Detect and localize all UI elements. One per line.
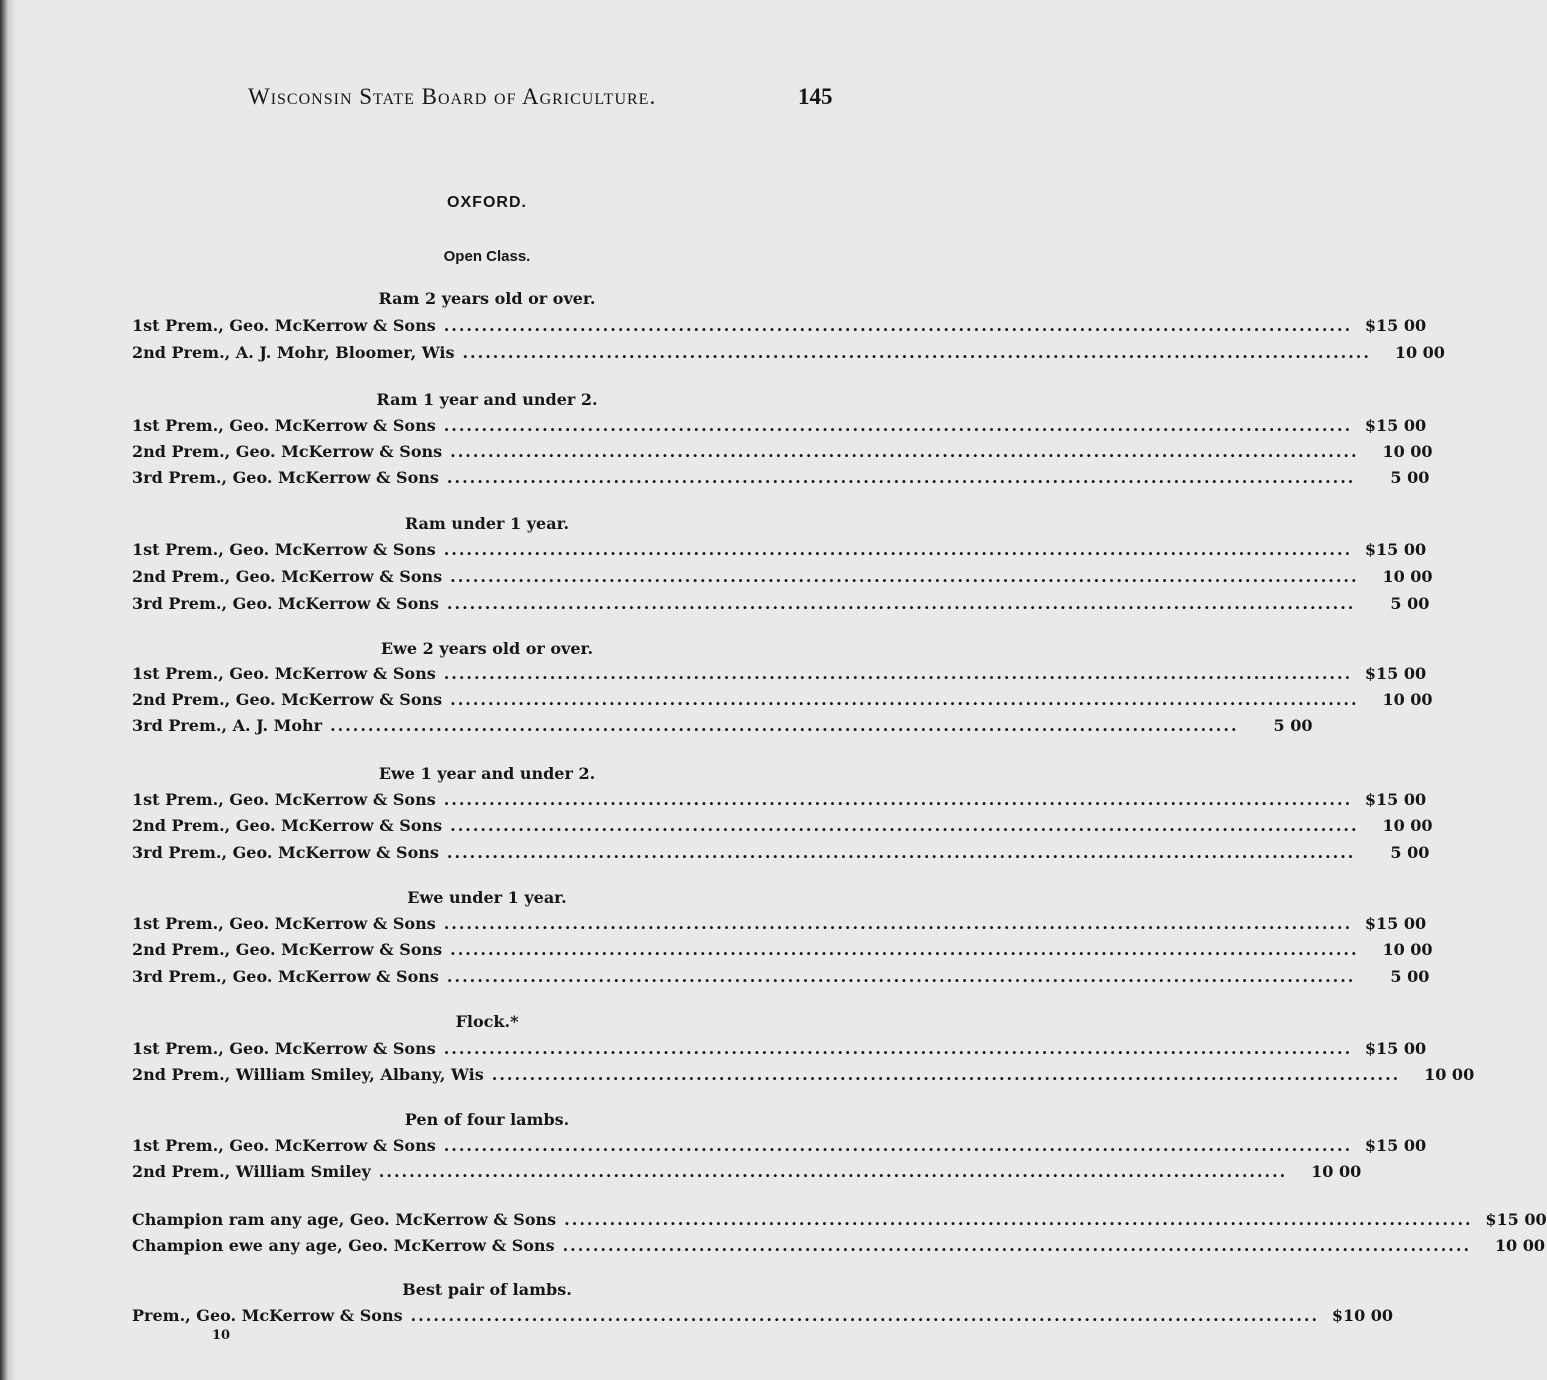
breed-title: OXFORD. xyxy=(447,194,527,211)
dot-leader: ........................................................................................................................ xyxy=(450,690,1359,709)
entry-label: 1st Prem., Geo. McKerrow & Sons xyxy=(132,316,436,335)
premium-entry xyxy=(132,1306,1394,1330)
premium-entry xyxy=(132,967,1430,991)
section-heading: Ewe under 1 year. xyxy=(407,888,567,907)
entry-label: 2nd Prem., A. J. Mohr, Bloomer, Wis xyxy=(132,343,455,362)
entry-label: Champion ram any age, Geo. McKerrow & Sons xyxy=(132,1210,557,1229)
entry-label: Champion ewe any age, Geo. McKerrow & Sons xyxy=(132,1236,555,1255)
premium-entry xyxy=(132,1162,1362,1186)
dot-leader: ........................................................................................................................ xyxy=(450,567,1359,586)
dot-leader: ........................................................................................................................ xyxy=(443,1039,1353,1058)
section-heading: Ram 2 years old or over. xyxy=(378,289,596,308)
entry-amount: 10 00 xyxy=(1494,1236,1546,1255)
premium-entry xyxy=(132,790,1427,814)
section-heading: Ewe 1 year and under 2. xyxy=(378,764,596,783)
premium-entry xyxy=(132,594,1430,618)
entry-amount: $15 00 xyxy=(1364,1039,1427,1058)
dot-leader: ........................................................................................................................ xyxy=(491,1065,1401,1084)
dot-leader: ........................................................................................................................ xyxy=(443,664,1353,683)
premium-entry xyxy=(132,468,1430,492)
premium-entry xyxy=(132,540,1427,564)
entry-amount: $15 00 xyxy=(1364,1136,1427,1155)
section-heading: Pen of four lambs. xyxy=(404,1110,570,1129)
entry-label: 2nd Prem., William Smiley, Albany, Wis xyxy=(132,1065,484,1084)
dot-leader: ........................................................................................................................ xyxy=(443,316,1353,335)
section-heading: Best pair of lambs. xyxy=(402,1280,572,1299)
premium-entry xyxy=(132,567,1433,591)
premium-entry xyxy=(132,343,1445,367)
entry-amount: $15 00 xyxy=(1364,664,1427,683)
dot-leader: ........................................................................................................................ xyxy=(443,790,1353,809)
dot-leader: ........................................................................................................................ xyxy=(564,1210,1473,1229)
premium-entry xyxy=(132,1065,1475,1089)
section-heading: Flock.* xyxy=(455,1012,519,1031)
premium-entry xyxy=(132,442,1433,466)
entry-label: 1st Prem., Geo. McKerrow & Sons xyxy=(132,790,436,809)
entry-label: 1st Prem., Geo. McKerrow & Sons xyxy=(132,914,436,933)
entry-label: 3rd Prem., Geo. McKerrow & Sons xyxy=(132,594,439,613)
premium-entry xyxy=(132,1210,1547,1234)
premium-entry xyxy=(132,690,1433,714)
dot-leader: ........................................................................................................................ xyxy=(443,1136,1353,1155)
entry-amount: 10 00 xyxy=(1382,816,1433,835)
dot-leader: ........................................................................................................................ xyxy=(443,416,1353,435)
dot-leader: ........................................................................................................................ xyxy=(330,716,1239,735)
premium-entry xyxy=(132,914,1427,938)
entry-amount: 5 00 xyxy=(1390,967,1430,986)
signature-mark: 10 xyxy=(212,1328,231,1343)
premium-entry xyxy=(132,1136,1427,1160)
dot-leader: ........................................................................................................................ xyxy=(446,594,1356,613)
entry-amount: $15 00 xyxy=(1364,914,1427,933)
entry-amount: 10 00 xyxy=(1394,343,1445,362)
dot-leader: ........................................................................................................................ xyxy=(446,843,1356,862)
premium-entry xyxy=(132,940,1433,964)
dot-leader: ........................................................................................................................ xyxy=(450,442,1359,461)
dot-leader: ........................................................................................................................ xyxy=(410,1306,1320,1325)
entry-label: 2nd Prem., William Smiley xyxy=(132,1162,371,1181)
entry-label: 3rd Prem., Geo. McKerrow & Sons xyxy=(132,843,439,862)
entry-amount: 5 00 xyxy=(1390,468,1430,487)
entry-amount: $15 00 xyxy=(1485,1210,1547,1229)
entry-amount: $15 00 xyxy=(1364,316,1427,335)
premium-entry xyxy=(132,843,1430,867)
entry-label: 3rd Prem., A. J. Mohr xyxy=(132,716,323,735)
entry-label: 2nd Prem., Geo. McKerrow & Sons xyxy=(132,690,443,709)
entry-label: Prem., Geo. McKerrow & Sons xyxy=(132,1306,403,1325)
dot-leader: ........................................................................................................................ xyxy=(562,1236,1472,1255)
entry-label: 2nd Prem., Geo. McKerrow & Sons xyxy=(132,816,443,835)
entry-label: 3rd Prem., Geo. McKerrow & Sons xyxy=(132,967,439,986)
dot-leader: ........................................................................................................................ xyxy=(443,540,1353,559)
section-heading: Ram under 1 year. xyxy=(404,514,570,533)
dot-leader: ........................................................................................................................ xyxy=(446,967,1356,986)
premium-entry xyxy=(132,316,1427,340)
dot-leader: ........................................................................................................................ xyxy=(450,816,1359,835)
section-heading: Ewe 2 years old or over. xyxy=(380,639,594,658)
dot-leader: ........................................................................................................................ xyxy=(462,343,1371,362)
entry-amount: 10 00 xyxy=(1382,940,1433,959)
entry-label: 2nd Prem., Geo. McKerrow & Sons xyxy=(132,567,443,586)
entry-amount: 10 00 xyxy=(1424,1065,1475,1084)
premium-entry xyxy=(132,416,1427,440)
entry-label: 1st Prem., Geo. McKerrow & Sons xyxy=(132,1136,436,1155)
dot-leader: ........................................................................................................................ xyxy=(446,468,1356,487)
premium-entry xyxy=(132,816,1433,840)
class-subtitle: Open Class. xyxy=(443,248,531,265)
premium-entry xyxy=(132,1236,1546,1260)
dot-leader: ........................................................................................................................ xyxy=(443,914,1353,933)
entry-amount: $15 00 xyxy=(1364,790,1427,809)
entry-label: 1st Prem., Geo. McKerrow & Sons xyxy=(132,1039,436,1058)
entry-label: 1st Prem., Geo. McKerrow & Sons xyxy=(132,540,436,559)
entry-amount: 5 00 xyxy=(1390,594,1430,613)
dot-leader: ........................................................................................................................ xyxy=(450,940,1359,959)
entry-label: 1st Prem., Geo. McKerrow & Sons xyxy=(132,416,436,435)
entry-label: 2nd Prem., Geo. McKerrow & Sons xyxy=(132,940,443,959)
entry-amount: 5 00 xyxy=(1390,843,1430,862)
entry-label: 1st Prem., Geo. McKerrow & Sons xyxy=(132,664,436,683)
entry-amount: 10 00 xyxy=(1382,567,1433,586)
entry-amount: 10 00 xyxy=(1311,1162,1362,1181)
entry-amount: 5 00 xyxy=(1273,716,1313,735)
premium-entry xyxy=(132,664,1427,688)
entry-label: 3rd Prem., Geo. McKerrow & Sons xyxy=(132,468,439,487)
section-heading: Ram 1 year and under 2. xyxy=(376,390,598,409)
dot-leader: ........................................................................................................................ xyxy=(378,1162,1288,1181)
entry-amount: $10 00 xyxy=(1331,1306,1394,1325)
page-number: 145 xyxy=(798,84,833,109)
entry-amount: 10 00 xyxy=(1382,442,1433,461)
entry-label: 2nd Prem., Geo. McKerrow & Sons xyxy=(132,442,443,461)
entry-amount: $15 00 xyxy=(1364,540,1427,559)
running-head: Wisconsin State Board of Agriculture. xyxy=(248,84,657,109)
entry-amount: 10 00 xyxy=(1382,690,1433,709)
premium-entry xyxy=(132,1039,1427,1063)
premium-entry xyxy=(132,716,1313,740)
entry-amount: $15 00 xyxy=(1364,416,1427,435)
